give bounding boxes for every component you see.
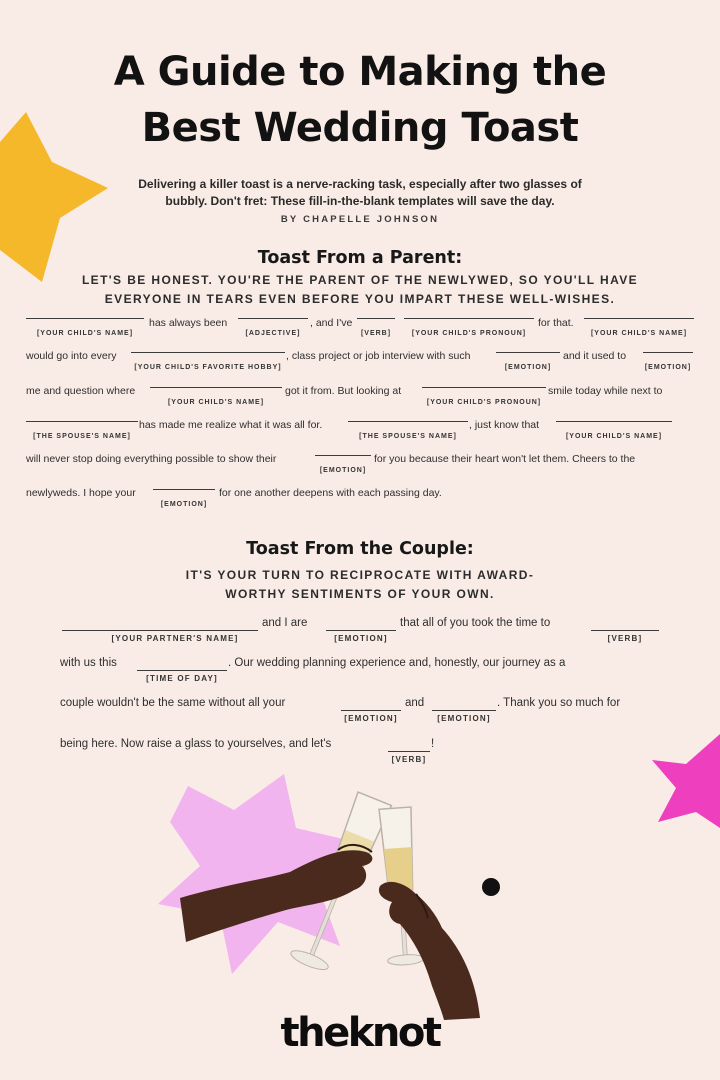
parent-section-subtitle bbox=[0, 271, 720, 309]
blank-adjective[interactable] bbox=[238, 318, 308, 319]
the-knot-logo: theknot bbox=[280, 1010, 440, 1056]
intro-line-2: bubbly. Don't fret: These fill-in-the-blank templates will save the day. bbox=[165, 194, 555, 208]
parent-text-8: got it from. But looking at bbox=[285, 385, 402, 397]
label-verb-1: [VERB] bbox=[360, 330, 392, 337]
blank-child-name-1[interactable] bbox=[26, 318, 144, 319]
couple-subtitle-line-1: IT'S YOUR TURN TO RECIPROCATE WITH AWARD- bbox=[185, 568, 535, 582]
couple-text-3: with us this bbox=[60, 657, 117, 669]
parent-text-15: for one another deepens with each passing day. bbox=[219, 487, 442, 499]
blank-child-pronoun-1[interactable] bbox=[404, 318, 534, 319]
magenta-star-shape bbox=[640, 720, 720, 850]
parent-text-3: for that. bbox=[538, 317, 574, 329]
blank-verb-1[interactable] bbox=[357, 318, 395, 319]
couple-text-7: . Thank you so much for bbox=[497, 697, 621, 709]
blank-partner-name[interactable] bbox=[62, 630, 258, 631]
parent-text-11: , just know that bbox=[469, 419, 540, 431]
parent-subtitle-line-2: EVERYONE IN TEARS EVEN BEFORE YOU IMPART THESE WELL-WISHES. bbox=[104, 292, 616, 306]
parent-section-title: Toast From a Parent: bbox=[257, 248, 463, 268]
couple-text-5: couple wouldn't be the same without all your bbox=[60, 697, 286, 709]
parent-text-14: newlyweds. I hope your bbox=[26, 487, 136, 499]
couple-section-subtitle bbox=[0, 566, 720, 604]
champagne-toast-illustration bbox=[180, 790, 490, 1020]
intro-line-1: Delivering a killer toast is a nerve-racking task, especially after two glasses of bbox=[138, 177, 582, 191]
label-couple-verb-1: [VERB] bbox=[607, 634, 643, 643]
title-line-2: Best Wedding Toast bbox=[141, 105, 579, 151]
parent-text-1: has always been bbox=[149, 317, 228, 329]
parent-text-13: for you because their heart won't let them. Cheers to the bbox=[374, 453, 636, 465]
parent-text-9: smile today while next to bbox=[548, 385, 663, 397]
blank-child-pronoun-2[interactable] bbox=[422, 387, 546, 388]
label-adjective: [ADJECTIVE] bbox=[245, 330, 301, 337]
blank-couple-verb-2[interactable] bbox=[388, 751, 430, 752]
parent-text-4: would go into every bbox=[26, 350, 117, 362]
label-child-pronoun-2: [YOUR CHILD'S PRONOUN] bbox=[426, 399, 542, 406]
label-child-pronoun-1: [YOUR CHILD'S PRONOUN] bbox=[411, 330, 527, 337]
couple-text-2: that all of you took the time to bbox=[400, 617, 551, 629]
label-child-name-3: [YOUR CHILD'S NAME] bbox=[167, 399, 265, 406]
blank-emotion-2[interactable] bbox=[643, 352, 693, 353]
byline: BY CHAPELLE JOHNSON bbox=[280, 214, 440, 225]
page-title bbox=[0, 44, 720, 156]
label-spouse-name-2: [THE SPOUSE'S NAME] bbox=[359, 433, 457, 440]
parent-text-2: , and I've bbox=[310, 317, 353, 329]
blank-emotion-1[interactable] bbox=[496, 352, 560, 353]
parent-subtitle-line-1: LET'S BE HONEST. YOU'RE THE PARENT OF THE NEWLYWED, SO YOU'LL HAVE bbox=[81, 273, 639, 287]
label-child-name-4: [YOUR CHILD'S NAME] bbox=[565, 433, 663, 440]
blank-favorite-hobby[interactable] bbox=[131, 352, 285, 353]
label-couple-verb-2: [VERB] bbox=[391, 755, 427, 764]
blank-time-of-day[interactable] bbox=[137, 670, 227, 671]
parent-text-5: , class project or job interview with such bbox=[286, 350, 471, 362]
label-partner-name: [YOUR PARTNER'S NAME] bbox=[111, 634, 239, 643]
blank-couple-emotion-3[interactable] bbox=[432, 710, 496, 711]
blank-spouse-name-2[interactable] bbox=[348, 421, 468, 422]
couple-text-8: being here. Now raise a glass to yourselves, and let's bbox=[60, 738, 332, 750]
blank-couple-verb-1[interactable] bbox=[591, 630, 659, 631]
label-emotion-1: [EMOTION] bbox=[504, 364, 552, 371]
blank-child-name-3[interactable] bbox=[150, 387, 282, 388]
blank-spouse-name-1[interactable] bbox=[26, 421, 138, 422]
blank-emotion-4[interactable] bbox=[153, 489, 215, 490]
couple-subtitle-line-2: WORTHY SENTIMENTS OF YOUR OWN. bbox=[225, 587, 495, 601]
couple-section-title: Toast From the Couple: bbox=[246, 539, 474, 559]
label-favorite-hobby: [YOUR CHILD'S FAVORITE HOBBY] bbox=[134, 364, 282, 371]
label-couple-emotion-3: [EMOTION] bbox=[437, 714, 491, 723]
couple-text-1: and I are bbox=[262, 617, 308, 629]
couple-text-6: and bbox=[405, 697, 425, 709]
couple-text-4: . Our wedding planning experience and, honestly, our journey as a bbox=[228, 657, 566, 669]
blank-emotion-3[interactable] bbox=[315, 455, 371, 456]
label-child-name-1: [YOUR CHILD'S NAME] bbox=[36, 330, 134, 337]
blank-child-name-2[interactable] bbox=[584, 318, 694, 319]
label-child-name-2: [YOUR CHILD'S NAME] bbox=[590, 330, 688, 337]
parent-text-6: and it used to bbox=[563, 350, 627, 362]
label-couple-emotion-1: [EMOTION] bbox=[334, 634, 388, 643]
blank-couple-emotion-2[interactable] bbox=[341, 710, 401, 711]
label-couple-emotion-2: [EMOTION] bbox=[344, 714, 398, 723]
parent-text-10: has made me realize what it was all for. bbox=[139, 419, 323, 431]
blank-couple-emotion-1[interactable] bbox=[326, 630, 396, 631]
parent-text-12: will never stop doing everything possible to show their bbox=[26, 453, 277, 465]
title-line-1: A Guide to Making the bbox=[113, 49, 607, 95]
couple-text-9: ! bbox=[431, 738, 435, 750]
label-emotion-2: [EMOTION] bbox=[644, 364, 692, 371]
intro-text bbox=[90, 176, 630, 210]
label-time-of-day: [TIME OF DAY] bbox=[146, 674, 218, 683]
label-emotion-4: [EMOTION] bbox=[160, 501, 208, 508]
blank-child-name-4[interactable] bbox=[556, 421, 672, 422]
label-emotion-3: [EMOTION] bbox=[319, 467, 367, 474]
parent-text-7: me and question where bbox=[26, 385, 136, 397]
label-spouse-name-1: [THE SPOUSE'S NAME] bbox=[33, 433, 131, 440]
